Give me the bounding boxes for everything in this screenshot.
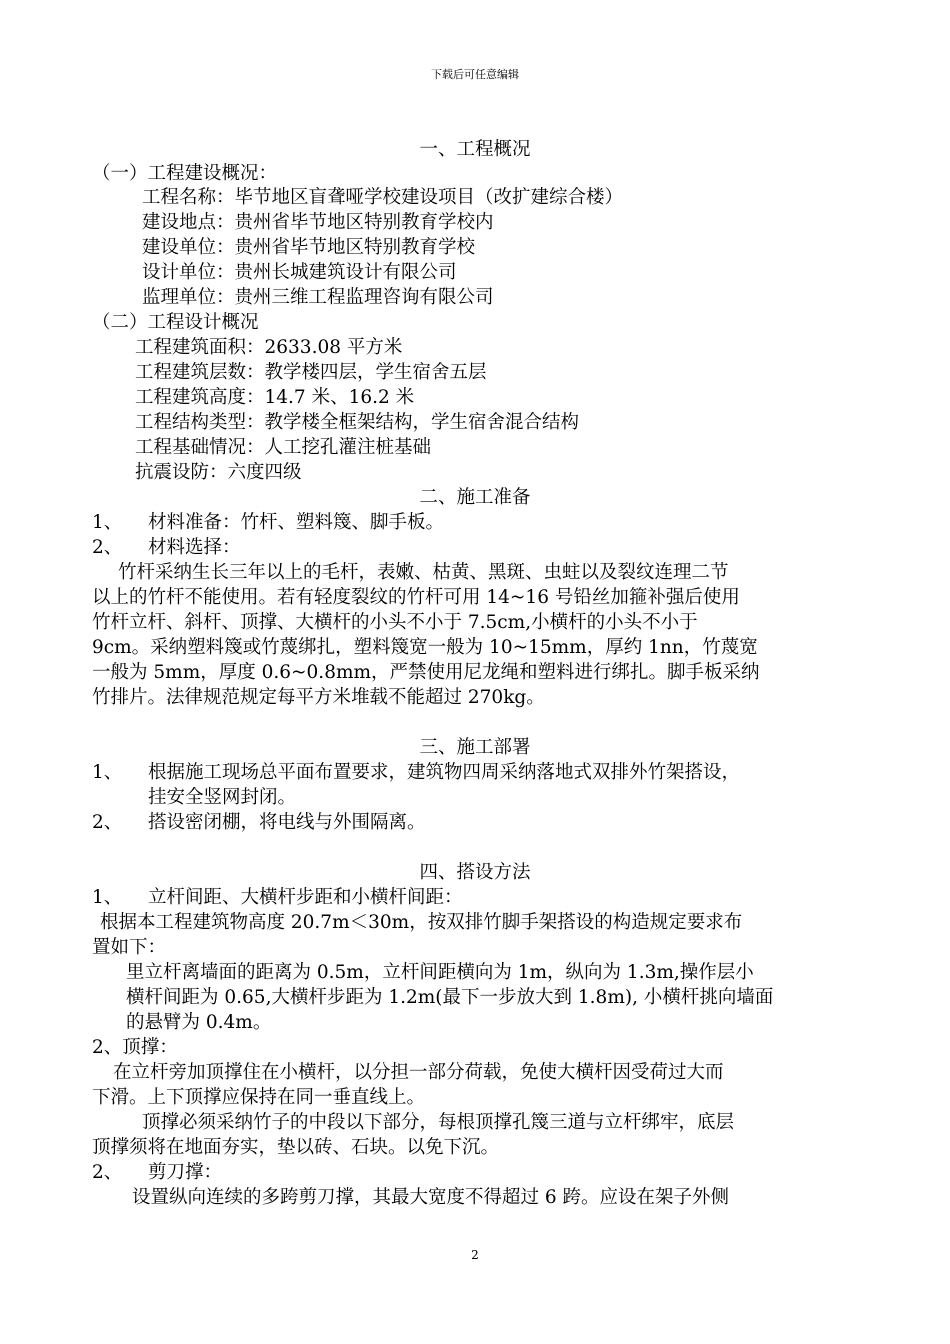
building-area: 工程建筑面积：2633.08 平方米 (135, 337, 403, 358)
section-4-title: 四、搭设方法 (419, 862, 531, 883)
section-2-title: 二、施工准备 (419, 487, 531, 508)
paragraph-line: 的悬臂为 0.4m。 (126, 1012, 272, 1033)
section-1-title: 一、工程概况 (419, 139, 531, 160)
paragraph-line: 设置纵向连续的多跨剪刀撑，其最大宽度不得超过 6 跨。应设在架子外侧 (132, 1187, 730, 1208)
list-item: 材料准备：竹杆、塑料篾、脚手板。 (148, 512, 445, 533)
paragraph-line: 竹杆立杆、斜杆、顶撑、大横杆的小头不小于 7.5cm,小横杆的小头不小于 (92, 612, 698, 633)
list-number: 2、 (92, 812, 123, 833)
list-item: 剪刀撑： (148, 1162, 223, 1183)
list-number: 2、 (92, 537, 123, 558)
structure-type: 工程结构类型：教学楼全框架结构，学生宿舍混合结构 (135, 412, 580, 433)
list-number: 1、 (92, 512, 123, 533)
project-supervisor: 监理单位：贵州三维工程监理咨询有限公司 (142, 287, 494, 308)
page-header: 下载后可任意编辑 (431, 68, 519, 81)
paragraph-line: 顶撑必须采纳竹子的中段以下部分，每根顶撑孔篾三道与立杆绑牢，底层 (142, 1112, 735, 1133)
list-item: 2、顶撑： (92, 1037, 178, 1058)
list-item: 材料选择： (148, 537, 241, 558)
project-name: 工程名称：毕节地区盲聋哑学校建设项目（改扩建综合楼） (142, 187, 624, 208)
paragraph-line: 横杆间距为 0.65,大横杆步距为 1.2m(最下一步放大到 1.8m), 小横杆挑向墙面 (126, 987, 774, 1008)
list-number: 1、 (92, 762, 123, 783)
list-item: 搭设密闭棚，将电线与外围隔离。 (148, 812, 426, 833)
paragraph-line: 以上的竹杆不能使用。若有轻度裂纹的竹杆可用 14~16 号铅丝加箍补强后使用 (92, 587, 740, 608)
foundation-type: 工程基础情况：人工挖孔灌注桩基础 (135, 437, 432, 458)
project-owner: 建设单位：贵州省毕节地区特别教育学校 (142, 237, 476, 258)
paragraph-line: 在立杆旁加顶撑住在小横杆，以分担一部分荷载，免使大横杆因受荷过大而 (113, 1062, 724, 1083)
project-designer: 设计单位：贵州长城建筑设计有限公司 (142, 262, 457, 283)
paragraph-line: 置如下： (92, 937, 167, 958)
paragraph-line: 9cm。采纳塑料篾或竹蔑绑扎，塑料篾宽一般为 10~15mm，厚约 1nn，竹蔑宽 (92, 637, 758, 658)
list-number: 1、 (92, 887, 123, 908)
paragraph-line: 一般为 5mm，厚度 0.6~0.8mm，严禁使用尼龙绳和塑料进行绑扎。脚手板采纳 (92, 662, 760, 683)
building-floors: 工程建筑层数：教学楼四层，学生宿舍五层 (135, 362, 487, 383)
paragraph-line: 竹排片。法律规范规定每平方米堆载不能超过 270kg。 (92, 687, 545, 708)
page-number: 2 (471, 1248, 479, 1262)
paragraph-line: 里立杆离墙面的距离为 0.5m，立杆间距横向为 1m，纵向为 1.3m,操作层小 (126, 962, 754, 983)
subsection-2-heading: （二）工程设计概况 (92, 312, 259, 333)
building-height: 工程建筑高度：14.7 米、16.2 米 (135, 387, 415, 408)
list-item-continued: 挂安全竖网封闭。 (148, 787, 297, 808)
section-3-title: 三、施工部署 (419, 737, 531, 758)
list-item: 根据施工现场总平面布置要求，建筑物四周采纳落地式双排外竹架搭设， (148, 762, 741, 783)
paragraph-line: 根据本工程建筑物高度 20.7m＜30m，按双排竹脚手架搭设的构造规定要求布 (100, 912, 743, 933)
subsection-1-heading: （一）工程建设概况： (92, 163, 278, 184)
seismic-level: 抗震设防：六度四级 (135, 462, 302, 483)
list-item: 立杆间距、大横杆步距和小横杆间距： (148, 887, 463, 908)
paragraph-line: 下滑。上下顶撑应保持在同一垂直线上。 (92, 1087, 426, 1108)
list-number: 2、 (92, 1162, 123, 1183)
paragraph-line: 顶撑须将在地面夯实，垫以砖、石块。以免下沉。 (92, 1137, 500, 1158)
paragraph-line: 竹杆采纳生长三年以上的毛杆，表嫩、枯黄、黑斑、虫蛀以及裂纹连理二节 (118, 562, 729, 583)
project-location: 建设地点：贵州省毕节地区特别教育学校内 (142, 212, 494, 233)
